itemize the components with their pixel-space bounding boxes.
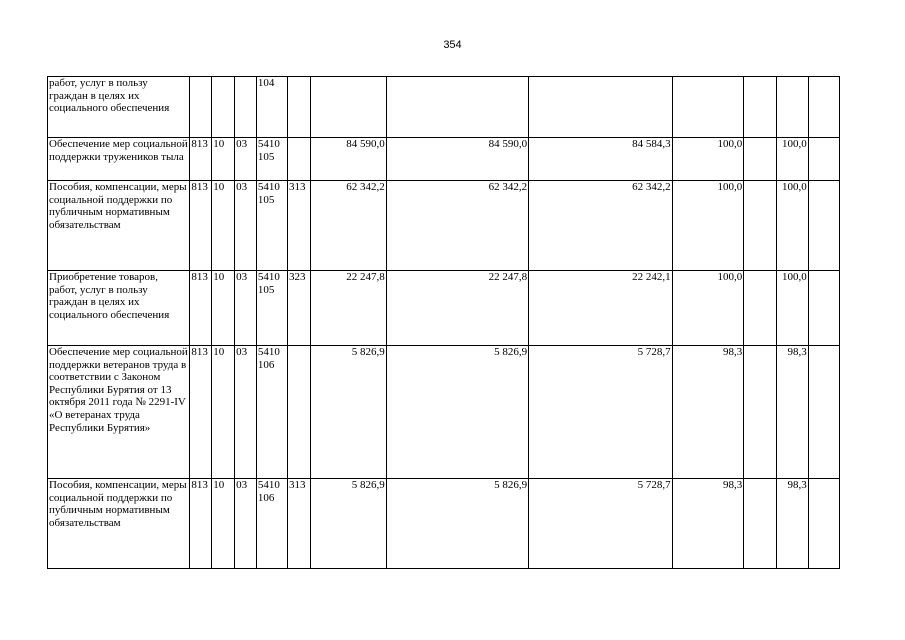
cell-vr — [288, 77, 311, 138]
cell-value-1: 22 247,8 — [310, 271, 386, 346]
cell-spacer — [744, 77, 776, 138]
cell-cs: 5410 105 — [256, 138, 287, 181]
cell-cs: 5410 105 — [256, 181, 287, 271]
cell-rz: 10 — [212, 479, 235, 569]
cell-percent-1: 100,0 — [672, 138, 744, 181]
cell-spacer — [744, 138, 776, 181]
cell-empty — [808, 271, 839, 346]
cell-percent-1 — [672, 77, 744, 138]
cell-pr: 03 — [235, 181, 257, 271]
cell-name: Обеспечение мер социальной поддержки тружеников тыла — [48, 138, 190, 181]
cell-spacer — [744, 346, 776, 479]
cell-value-1: 84 590,0 — [310, 138, 386, 181]
cell-gr: 813 — [190, 181, 212, 271]
cell-cs: 104 — [256, 77, 287, 138]
cell-pr — [235, 77, 257, 138]
cell-vr: 313 — [288, 181, 311, 271]
cell-rz: 10 — [212, 346, 235, 479]
table-row — [48, 346, 840, 479]
cell-empty — [808, 138, 839, 181]
cell-gr: 813 — [190, 479, 212, 569]
cell-rz: 10 — [212, 138, 235, 181]
cell-value-2: 22 247,8 — [386, 271, 528, 346]
cell-value-2: 5 826,9 — [386, 479, 528, 569]
cell-percent-2: 100,0 — [776, 271, 808, 346]
cell-vr: 323 — [288, 271, 311, 346]
cell-percent-1: 98,3 — [672, 479, 744, 569]
cell-percent-2: 98,3 — [776, 346, 808, 479]
cell-name: Пособия, компенсации, меры социальной поддержки по публичным нормативным обязательствам — [48, 479, 190, 569]
cell-value-2: 5 826,9 — [386, 346, 528, 479]
cell-value-3 — [529, 77, 672, 138]
cell-gr — [190, 77, 212, 138]
cell-spacer — [744, 479, 776, 569]
cell-value-3: 62 342,2 — [529, 181, 672, 271]
cell-value-3: 84 584,3 — [529, 138, 672, 181]
cell-value-1: 62 342,2 — [310, 181, 386, 271]
cell-value-1 — [310, 77, 386, 138]
cell-value-1: 5 826,9 — [310, 479, 386, 569]
cell-vr — [288, 138, 311, 181]
cell-empty — [808, 346, 839, 479]
cell-name: Обеспечение мер социальной поддержки ветеранов труда в соответствии с Законом Республики Бурятия от 13 октября 2011 года № 2291-IV «О ветеранах труда Республики Бурятия» — [48, 346, 190, 479]
cell-empty — [808, 181, 839, 271]
cell-name: работ, услуг в пользу граждан в целях их социального обеспечения — [48, 77, 190, 138]
cell-pr: 03 — [235, 138, 257, 181]
page-number: 354 — [443, 39, 462, 51]
cell-rz — [212, 77, 235, 138]
cell-percent-2: 100,0 — [776, 181, 808, 271]
cell-name: Пособия, компенсации, меры социальной поддержки по публичным нормативным обязательствам — [48, 181, 190, 271]
table-row — [48, 181, 840, 271]
cell-pr: 03 — [235, 346, 257, 479]
cell-percent-2: 100,0 — [776, 138, 808, 181]
cell-cs: 5410 105 — [256, 271, 287, 346]
table-row — [48, 77, 840, 138]
table-row — [48, 479, 840, 569]
cell-value-2: 62 342,2 — [386, 181, 528, 271]
cell-percent-2 — [776, 77, 808, 138]
cell-spacer — [744, 271, 776, 346]
cell-value-1: 5 826,9 — [310, 346, 386, 479]
cell-percent-1: 100,0 — [672, 271, 744, 346]
cell-gr: 813 — [190, 346, 212, 479]
cell-empty — [808, 479, 839, 569]
cell-percent-2: 98,3 — [776, 479, 808, 569]
cell-value-2 — [386, 77, 528, 138]
cell-spacer — [744, 181, 776, 271]
cell-value-3: 5 728,7 — [529, 346, 672, 479]
budget-table — [47, 76, 840, 569]
cell-percent-1: 100,0 — [672, 181, 744, 271]
cell-cs: 5410 106 — [256, 346, 287, 479]
cell-percent-1: 98,3 — [672, 346, 744, 479]
cell-pr: 03 — [235, 271, 257, 346]
cell-value-3: 5 728,7 — [529, 479, 672, 569]
cell-vr: 313 — [288, 479, 311, 569]
table-row — [48, 271, 840, 346]
cell-rz: 10 — [212, 271, 235, 346]
cell-rz: 10 — [212, 181, 235, 271]
table-row — [48, 138, 840, 181]
cell-vr — [288, 346, 311, 479]
cell-gr: 813 — [190, 138, 212, 181]
cell-value-2: 84 590,0 — [386, 138, 528, 181]
cell-gr: 813 — [190, 271, 212, 346]
cell-pr: 03 — [235, 479, 257, 569]
cell-empty — [808, 77, 839, 138]
cell-value-3: 22 242,1 — [529, 271, 672, 346]
cell-name: Приобретение товаров, работ, услуг в пользу граждан в целях их социального обеспечения — [48, 271, 190, 346]
cell-cs: 5410 106 — [256, 479, 287, 569]
